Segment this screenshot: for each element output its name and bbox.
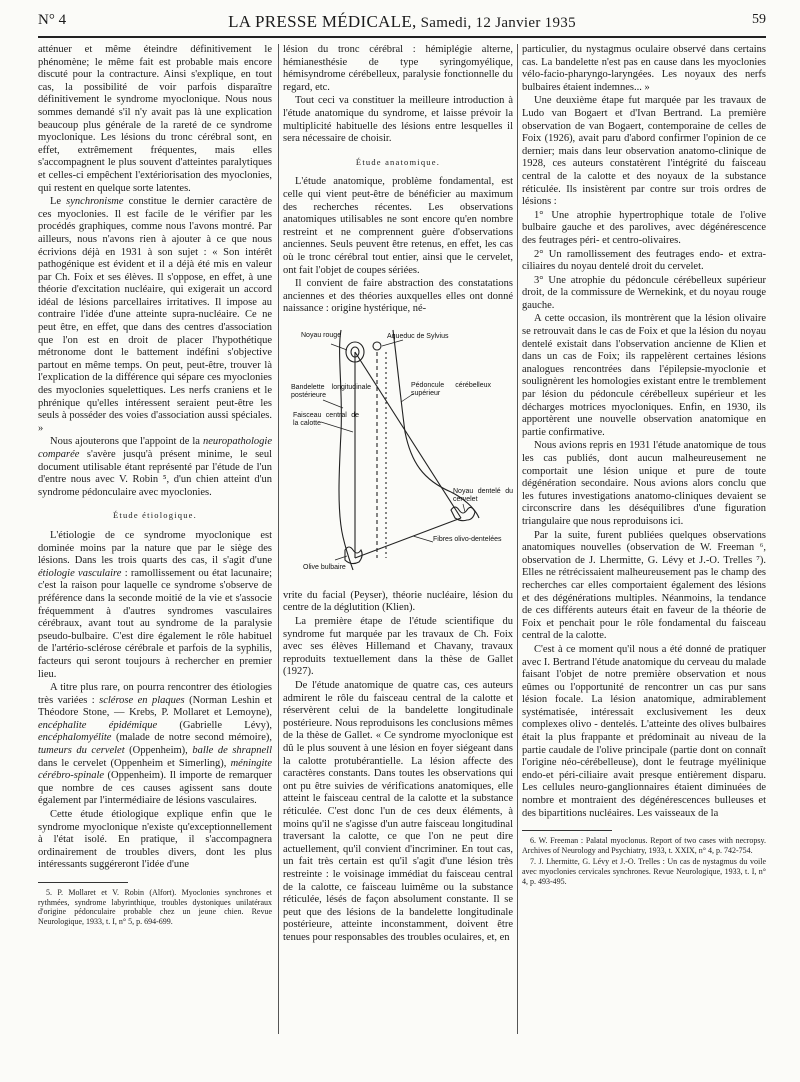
footnotes	[38, 888, 272, 926]
paragraph: Nous ajouterons que l'appoint de la neuropathologie comparée s'avère jusqu'à présent minime, le seul document utilisable étant représenté par l'étude de l'un d'entre nous avec V. Robin ⁵, d'un chien atteint d'un syndrome pédonculaire avec myoclonies.	[38, 436, 272, 498]
paragraph: atténuer et même éteindre définitivement le phénomène; le même fait est probable mais encore discuté pour la contracture. Ainsi s'explique, en tout cas, la possibilité de voir parfois disparaître définitivement le syndrome myoclonique. Nous nous sommes demandé s'il n'y avait pas là une explication beaucoup plus générale de la rareté de ce syndrome myoclonique. Les lésions du tronc cérébral sont, en effet, extrêmement fréquentes, mais elles s'accompagnent le plus souvent d'atteintes paralytiques et celles-ci empêchent l'extériorisation des myoclonies, qui restent en quelque sorte latentes.	[38, 44, 272, 194]
label-pedoncule: Pédoncule cérébelleux supérieur	[411, 381, 491, 397]
paragraph: L'étude anatomique, problème fondamental, est celle qui vient peut-être de bénéficier au maximum des recherches récentes. Les observations anatomiques utilisables ne sont encore qu'en nombre restreint et ne comprennent guère d'observations anciennes. Seuls peuvent être retenus, en effet, les cas où le tronc cérébral tout entier, ainsi que le cervelet, ont fait l'objet de coupes sériées.	[283, 176, 513, 276]
paragraph: vrite du facial (Peyser), théorie nucléaire, lésion du centre de la déglutition (Klien).	[283, 589, 513, 614]
paragraph: L'étiologie de ce syndrome myoclonique est dominée moins par la nature que par le siège des lésions. Dans les trois quarts des cas, il s'agit d'une étiologie vasculaire : ramollissement ou état lacunaire; c'est la raison pour laquelle ce syndrome s'observe de préférence dans la seconde moitié de la vie et s'associe fréquemment à d'autres syndromes vasculaires cérébraux, avant tout au syndrome de la paralysie pseudo-bulbaire. C'est dire également le rôle habituel de l'artério-sclérose cérébrale et parfois de la syphilis, facteurs qui seront toujours à rechercher en premier lieu.	[38, 529, 272, 680]
paragraph: 1° Une atrophie hypertrophique totale de l'olive bulbaire gauche et des parolives, avec dégénérescence des feutrages péri- et centro-olivaires.	[522, 209, 766, 246]
issue-date: Samedi, 12 Janvier 1935	[420, 15, 576, 31]
journal-title: LA PRESSE MÉDICALE,	[228, 12, 417, 31]
footnote-7: 7. J. Lhermitte, G. Lévy et J.-O. Trelles : Un cas de nystagmus du voile avec myoclonies cervicales synchrones. Revue Neurologique, 1933, t. I, n° 4, p. 493-495.	[522, 857, 766, 886]
running-header	[38, 12, 766, 34]
paragraph: Une deuxième étape fut marquée par les travaux de Ludo van Bogaert et d'Ivan Bertrand. La première observation de van Bogaert, contemporaine de celles de Foix (1926), avait paru d'abord confirmer l'opinion de ce dernier; mais dans leur observation anatomo-clinique de 1928, ces auteurs constatèrent l'intégrité du faisceau central de la calotte et des noyaux de la substance réticulée. Ils insistèrent par contre sur trois ordres de lésions :	[522, 95, 766, 208]
footnote-6: 6. W. Freeman : Palatal myoclonus. Report of two cases with necropsy. Archives of Neurology and Psychiatry, 1933, t. XXIX, n° 4, p. 742-754.	[522, 836, 766, 855]
issue-number: N° 4	[38, 12, 67, 28]
section-heading: Étude étiologique.	[113, 510, 197, 521]
paragraph: Le synchronisme constitue le dernier caractère de ces myoclonies. Il est facile de le vérifier par les procédés graphiques, comme nous l'avons montré. Par ailleurs, nous n'avons rien à ajouter à ce que nous écrivions déjà en 1931 à son sujet : « Son intérêt pathogénique est évident et il a déjà été mis en valeur par Ch. Foix et ses élèves. Il s'oppose, en effet, à une théorie d'excitation nucléaire, qui exigerait un accord idéal de lésions parcellaires irritatives. Il impose au contraire l'idée d'une atteinte supra-nucléaire. Ce ne peut être, en effet, que dans des centres d'association que l'on est en droit de placer l'hypothétique métronome dont le battement indéfini s'objective partout en même temps. On peut, peut-être, trouver là l'explication de la différence qui sépare ces myoclonies des myoclonies squelettiques. Les nerfs craniens et le phrénique qu'elles intéressent seraient peut-être les seuls à posséder des voies d'association aussi spéciales. »	[38, 196, 272, 434]
label-olive: Olive bulbaire	[303, 563, 346, 571]
column-2	[283, 44, 513, 1056]
paragraph: 2° Un ramollissement des feutrages endo- et extra-ciliaires du noyau dentelé droit du cervelet.	[522, 248, 766, 273]
label-fibres: Fibres olivo-dentelées	[433, 535, 502, 543]
header-rule	[38, 36, 766, 38]
label-bandelette: Bandelette longitudinale postérieure	[291, 383, 371, 399]
journal-title-line	[38, 12, 766, 32]
paragraph: particulier, du nystagmus oculaire observé dans certains cas. La bandelette n'est pas en cause dans les myoclonies vélo-facio-pharyngo-laryngées. Les noyaux des nerfs bulbaires étaient indemnes... »	[522, 44, 766, 93]
triangle-diagram-svg	[283, 322, 513, 584]
paragraph: 3° Une atrophie du pédoncule cérébelleux supérieur droit, de la commissure de Wernekink, et du noyau rouge gauche.	[522, 274, 766, 311]
paragraph: Cette étude étiologique explique enfin que le syndrome myoclonique n'existe qu'exceptionnellement à l'état isolé. En pratique, il s'accompagnera ordinairement de troubles divers, dont les plus intéressants suggéreront l'idée d'une	[38, 809, 272, 871]
page-number: 59	[752, 12, 766, 27]
column-3	[522, 44, 766, 1076]
paragraph: Nous avions repris en 1931 l'étude anatomique de tous les cas publiés, dont aucun malheureusement ne comportait une lésion unique et pure de toute dégénération secondaire. Nous avions alors conclu que les futures investigations anatomo-cliniques devaient se circonscrire dans les déséquilibres d'une figuration triangulaire que nous reproduisons ici.	[522, 440, 766, 527]
paragraph: A titre plus rare, on pourra rencontrer des étiologies très variées : sclérose en plaques (Norman Leshin et Théodore Stone, — Krebs, P. Mollaret et Lemoyne), encéphalite épidémique (Gabrielle Lévy), encéphalomyélite (malade de notre second mémoire), tumeurs du cervelet (Oppenheim), balle de shrapnell dans le cervelet (Oppenheim et Simerling), méningite cérébro-spinale (Oppenheim). Il importe de remarquer que nombre de ces causes agissent sans doute également par l'intermédiaire de lésions vasculaires.	[38, 682, 272, 807]
section-heading: Étude anatomique.	[355, 156, 441, 167]
footnotes	[522, 836, 766, 886]
label-noyau-rouge: Noyau rouge	[301, 331, 342, 339]
footnote-rule	[38, 882, 128, 883]
paragraph: lésion du tronc cérébral : hémiplégie alterne, hémianesthésie de type syringomyélique, hémisyndrome cérébelleux, paralysie fonctionnelle du regard, etc.	[283, 44, 513, 93]
paragraph: A cette occasion, ils montrèrent que la lésion olivaire se retrouvait dans le cas de Foix et que la lésion du noyau dentelé existait dans l'observation ancienne de Klien et dans un cas de Foix; ils rappelèrent certaines lésions analogues rencontrées dans l'épilepsie-myoclonie et soulignèrent les homologies existant entre le tremblement par lésion du pédoncule cérébelleux supérieur et les décharges motrices myocloniques. Enfin, en 1930, ils apportèrent une nouvelle observation anatomique en partie confirmative.	[522, 313, 766, 438]
paragraph: Par la suite, furent publiées quelques observations anatomiques nouvelles (observation de W. Freeman ⁶, observation de J. Lhermitte, G. Lévy et J.-O. Trelles ⁷). Elles ne rétrécissaient malheureusement pas le champ des recherches car elles comportaient également des lésions et des dégénérations multiples. Néanmoins, la tendance de ces différents auteurs était en faveur de la théorie de Foix et penchait pour le rôle fondamental du faisceau central de la calotte.	[522, 529, 766, 642]
label-noyau-dentele: Noyau dentelé du cervelet	[453, 487, 513, 503]
paragraph: Il convient de faire abstraction des constatations anciennes et des théories auxquelles elles ont donné naissance : origine hystérique, né-	[283, 278, 513, 315]
footnote-rule	[522, 830, 612, 831]
footnote-5: 5. P. Mollaret et V. Robin (Alfort). Myoclonies synchrones et rythmées, syndrome labyrinthique, troubles dystoniques unilatéraux d'origine pédonculaire probable chez un jeune chien. Revue Neurologique, 1933, t. I, n° 5, p. 694-699.	[38, 888, 272, 926]
paragraph: De l'étude anatomique de quatre cas, ces auteurs admirent le rôle du faisceau central de la calotte et réservèrent celui de la bandelette longitudinale postérieure. Nous reproduisons les conclusions mêmes de la thèse de Gallet. « Ce syndrome myoclonique est dû le plus souvent à une lésion en foyer siégeant dans la calotte protubérantielle. La lésion affecte des caractères constants. Dans toutes les observations qui ont pu être suivies de vérifications anatomiques, elle atteint le faisceau central de la calotte et la substance réticulée. C'est donc l'un de ces deux éléments, à moins qu'il ne s'agisse d'un autre faisceau longitudinal traversant la calotte, ce que l'on ne peut dire actuellement, qu'il convient d'incriminer. En tout cas, un fait très certain est qu'il s'agit d'une lésion très restreinte : le voisinage immédiat du faisceau central de la calotte, ce faisceau luimême ou la substance réticulée, lésés de façon absolument constante. Il se peut que des lésions de la bandelette longitudinale postérieure, atteinte inconstamment, doivent être tenues pour responsables des troubles oculaires, et, en	[283, 680, 513, 943]
paragraph: Tout ceci va constituer la meilleure introduction à l'étude anatomique du syndrome, et laisse prévoir la multiplicité habituelle des lésions entre lesquelles il sera nécessaire de choisir.	[283, 95, 513, 145]
label-aqueduc: Aqueduc de Sylvius	[387, 332, 449, 340]
paragraph: C'est à ce moment qu'il nous a été donné de pratiquer avec I. Bertrand l'étude anatomique du cerveau du malade faisant l'objet de notre première observation et nous eûmes ou l'opportunité de rencontrer un cas pur sans lésion focale. La lésion anatomique, admirablement systématisée, intéressait exclusivement les deux complexes olivo - dentelés. L'atteinte des olives bulbaires était la plus frappante et prédominait au niveau de la partie caudale de l'olive principale (partie dont on connaît l'origine néo-cérébelleuse), dont le feutrage myélinique endo-et péri-ciliaire avait presque entièrement disparu. Les cellules neuro-ganglionnaires étaient diminuées de nombre et montraient des dégénérescences bulleuses et des bipartitions nucléaires. Les vaisseaux de la	[522, 643, 766, 819]
anatomical-diagram	[283, 322, 513, 584]
column-divider	[278, 44, 279, 1034]
label-faisceau: Faisceau central de la calotte	[293, 411, 359, 427]
column-divider	[517, 44, 518, 1034]
column-1	[38, 44, 272, 1042]
paragraph: La première étape de l'étude scientifique du syndrome fut marquée par les travaux de Ch. Foix avec ses élèves Hillemand et Chavany, travaux reproduits textuellement dans la thèse de Gallet (1927).	[283, 616, 513, 678]
